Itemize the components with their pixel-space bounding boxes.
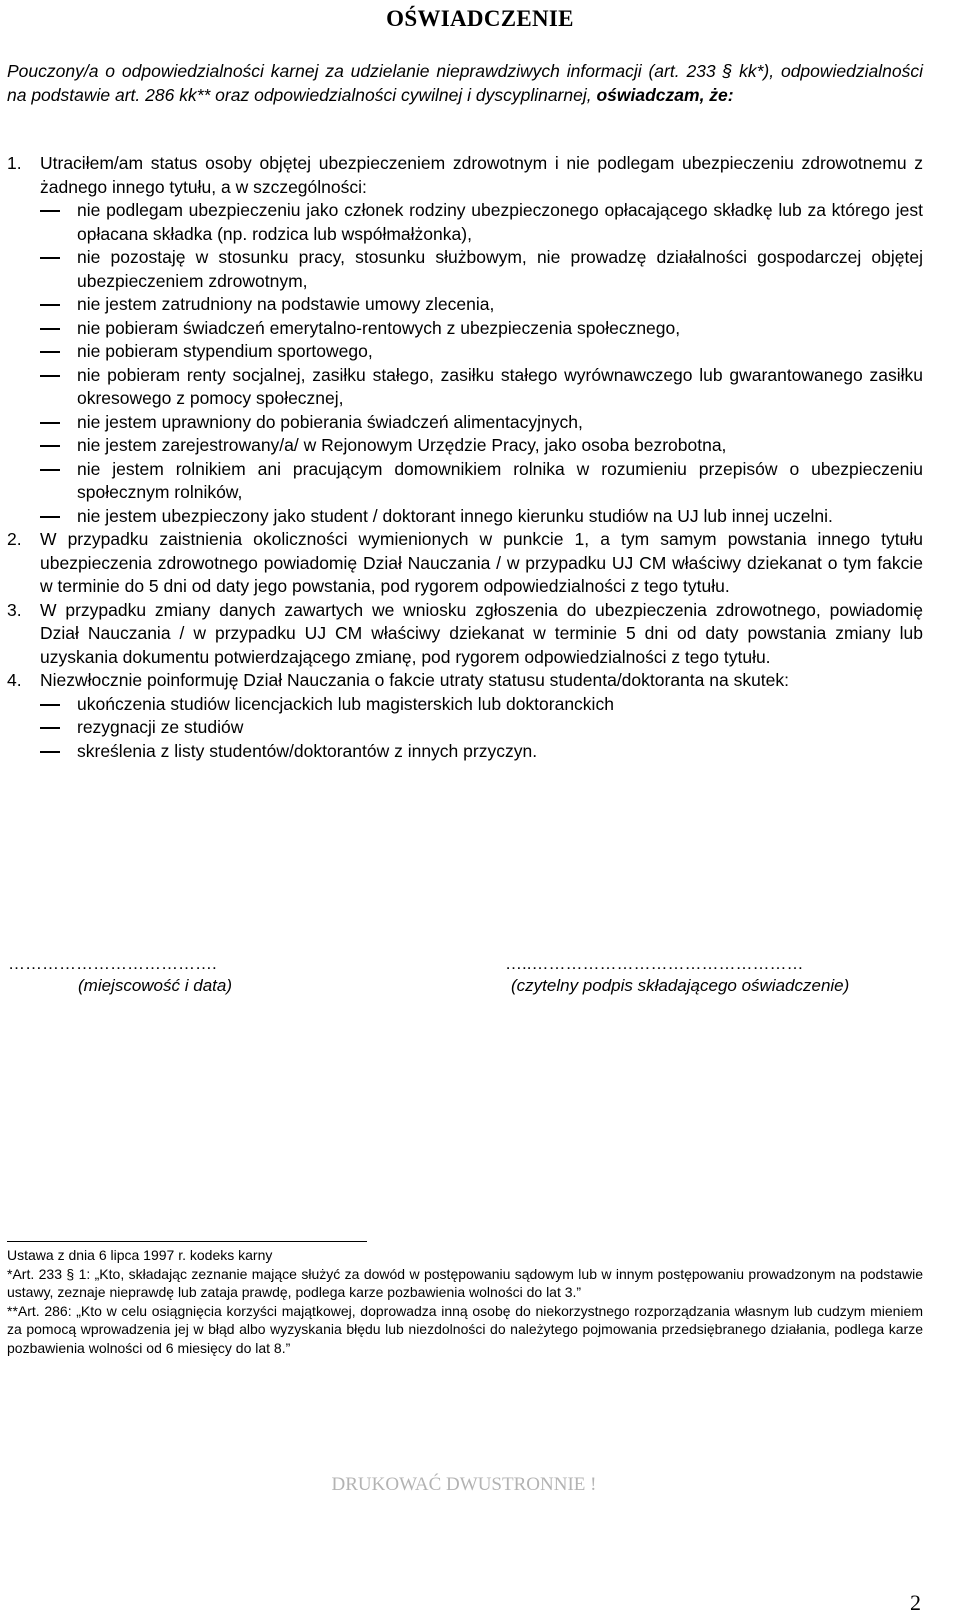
subitem-text: nie jestem rolnikiem ani pracującym domownikiem rolnika w rozumieniu przepisów o ubezpieczeniu społecznym rolników, [77, 458, 923, 502]
declaration-item [7, 599, 923, 670]
subitem [7, 246, 923, 293]
dash-bullet [7, 434, 77, 458]
subitem-text: nie pobieram stypendium sportowego, [77, 341, 373, 361]
intro-paragraph [7, 60, 923, 107]
subitem [7, 505, 923, 529]
dash-bullet [7, 340, 77, 364]
subitem [7, 458, 923, 505]
item-number: 1. [7, 153, 22, 173]
dash-bullet [7, 293, 77, 317]
subitem [7, 317, 923, 341]
footnote-art-286: **Art. 286: „Kto w celu osiągnięcia korzyści majątkowej, doprowadza inną osobę do niekorzystnego rozporządzania własnym lub cudzym mieniem za pomocą wprowadzenia jej w błąd albo wyzyskania błędu lub niezdolności do należytego pojmowania przedsiębranego działania, podlega karze pozbawienia wolności od 6 miesięcy do lat 8.” [7, 1302, 923, 1356]
page-number: 2 [910, 1590, 921, 1615]
dash-bullet [7, 740, 77, 764]
intro-emphasis: oświadczam, że: [596, 84, 734, 105]
subitem [7, 434, 923, 458]
dash-bullet [7, 458, 77, 505]
subitem-list [7, 199, 923, 528]
signature-place-date [8, 954, 268, 996]
declaration-item [7, 152, 923, 199]
dash-bullet [7, 246, 77, 293]
subitem-text: skreślenia z listy studentów/doktorantów z innych przyczyn. [77, 740, 538, 761]
subitem [7, 716, 923, 740]
subitem-text: nie pobieram renty socjalnej, zasiłku stałego, zasiłku stałego wyrównawczego lub gwarantowanego zasiłku okresowego z pomocy społecznej, [77, 364, 923, 408]
dash-bullet [7, 411, 77, 435]
subitem [7, 740, 923, 764]
declaration-item [7, 528, 923, 599]
item-text: Utraciłem/am status osoby objętej ubezpieczeniem zdrowotnym i nie podlegam ubezpieczeniu zdrowotnemu z żadnego innego tytułu, a w szczególności: [40, 153, 923, 197]
print-notice: DRUKOWAĆ DWUSTRONNIE ! [331, 1474, 597, 1495]
dash-bullet [7, 693, 77, 717]
item-number: 2. [7, 529, 22, 549]
subitem-text: nie jestem uprawniony do pobierania świadczeń alimentacyjnych, [77, 411, 583, 432]
item-text: W przypadku zaistnienia okoliczności wymienionych w punkcie 1, a tym samym powstania innego tytułu ubezpieczenia zdrowotnego powiadomię Dział Nauczania / w przypadku UJ CM właściwy dziekanat o tym fakcie w terminie do 5 dni od daty jego powstania, pod rygorem odpowiedzialności z tego tytułu. [40, 529, 923, 596]
subitem [7, 199, 923, 246]
subitem-text: nie pobieram świadczeń emerytalno-rentowych z ubezpieczenia społecznego, [77, 317, 681, 338]
document-title: OŚWIADCZENIE [386, 6, 574, 31]
signature-caption: (czytelny podpis składającego oświadczenie) [511, 976, 850, 995]
signature-caption: (miejscowość i data) [78, 976, 232, 995]
signature-signer [505, 954, 925, 996]
subitem [7, 364, 923, 411]
dash-bullet [7, 317, 77, 341]
item-number: 4. [7, 670, 22, 690]
subitem-text: ukończenia studiów licencjackich lub magisterskich lub doktoranckich [77, 693, 614, 714]
signature-line: ………………………………. [8, 954, 217, 973]
declaration-items [7, 152, 923, 763]
subitem [7, 293, 923, 317]
subitem-text: nie jestem zatrudniony na podstawie umowy zlecenia, [77, 294, 495, 314]
item-text: Niezwłocznie poinformuję Dział Nauczania o fakcie utraty statusu studenta/doktoranta na skutek: [40, 670, 790, 690]
declaration-item [7, 669, 923, 693]
dash-bullet [7, 716, 77, 740]
footnotes [7, 1246, 923, 1357]
item-text: W przypadku zmiany danych zawartych we wniosku zgłoszenia do ubezpieczenia zdrowotnego, powiadomię Dział Nauczania / w przypadku UJ CM właściwy dziekanat w terminie 5 dni od daty powstania zmiany lub uzyskania dokumentu potwierdzającego zmianę, pod rygorem odpowiedzialności z tego tytułu. [40, 599, 923, 667]
intro-text: Pouczony/a o odpowiedzialności karnej za udzielanie nieprawdziwych informacji (art. 233 § kk*), odpowiedzialności na podstawie art. 286 kk** oraz odpowiedzialności cywilnej i dyscyplinarnej, [7, 61, 923, 105]
item-number: 3. [7, 599, 22, 620]
subitem [7, 340, 923, 364]
footnote-separator [7, 1241, 367, 1242]
dash-bullet [7, 199, 77, 246]
subitem-text: nie jestem zarejestrowany/a/ w Rejonowym Urzędzie Pracy, jako osoba bezrobotna, [77, 435, 727, 455]
subitem-text: nie jestem ubezpieczony jako student / doktorant innego kierunku studiów na UJ lub innej uczelni. [77, 505, 833, 526]
subitem-text: nie pozostaję w stosunku pracy, stosunku służbowym, nie prowadzę działalności gospodarczej objętej ubezpieczeniem zdrowotnym, [77, 247, 923, 291]
subitem-text: nie podlegam ubezpieczeniu jako członek rodziny ubezpieczonego opłacającego składkę lub za którego jest opłacana składka (np. rodzica lub współmałżonka), [77, 200, 923, 244]
signature-line: …..………………………………………… [505, 954, 804, 973]
dash-bullet [7, 505, 77, 529]
subitem-list [7, 693, 923, 764]
subitem [7, 693, 923, 717]
subitem-text: rezygnacji ze studiów [77, 717, 244, 737]
subitem [7, 411, 923, 435]
footnote-heading: Ustawa z dnia 6 lipca 1997 r. kodeks karny [7, 1247, 273, 1263]
dash-bullet [7, 364, 77, 411]
footnote-art-233: *Art. 233 § 1: „Kto, składając zeznanie mające służyć za dowód w postępowaniu sądowym lub w innym postępowaniu prowadzonym na podstawie ustawy, zeznaje nieprawdę lub zataja prawdę, podlega karze pozbawienia wolności do lat 3.” [7, 1265, 923, 1300]
